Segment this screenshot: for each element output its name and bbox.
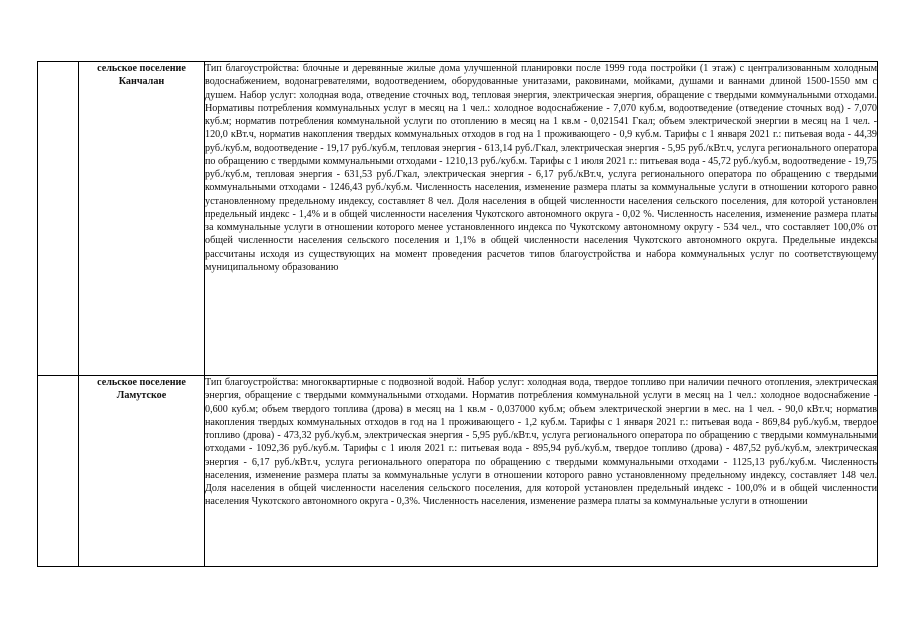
settlement-name-cell: сельское поселение Ламутское xyxy=(79,376,205,567)
table-row xyxy=(38,376,878,567)
table-row xyxy=(38,62,878,376)
description-cell xyxy=(205,376,878,567)
row-number-cell xyxy=(38,376,79,567)
description-cell: Тип благоустройства: блочные и деревянные жилые дома улучшенной планировки после 1999 года постройки (1 этаж) с централизованным холодным водоснабжением, водонагревателями, водоотведением, оборудованные унитазами, раковинами, мойками, душами и ваннами длиной 1500-1550 мм с душем. Набор услуг: холодная вода, отведение сточных вод, тепловая энергия, электрическая энергия, обращение с твердыми коммунальными отходами. Нормативы потребления коммунальных услуг в месяц на 1 чел.: холодное водоснабжение - 7,070 куб.м, водоотведение (отведение сточных вод) - 7,070 куб.м; норматив потребления коммунальной услуги по отоплению в месяц на 1 кв.м - 0,021541 Гкал; объем электрической энергии в месяц на 1 чел. - 120,0 кВт.ч, норматив накопления твердых коммунальных отходов в год на 1 проживающего - 0,9 куб.м. Тарифы с 1 января 2021 г.: питьевая вода - 44,39 руб./куб.м, водоотведение - 19,17 руб./куб.м, тепловая энергия - 613,14 руб./Гкал, электрическая энергия - 5,95 руб./кВт.ч, услуга регионального оператора по обращению с твердыми коммунальными отходами - 1210,13 руб./куб.м. Тарифы с 1 июля 2021 г.: питьевая вода - 45,72 руб./куб.м, водоотведение - 19,75 руб./куб.м, тепловая энергия - 631,53 руб./Гкал, электрическая энергия - 6,17 руб./кВт.ч, услуга регионального оператора по обращению с твердыми коммунальными отходами - 1246,43 руб./куб.м. Численность населения, изменение размера платы за коммунальные услуги в отношении которого равно установленному предельному индексу, составляет 8 чел. Доля населения в общей численности населения сельского поселения, для которой установлен предельный индекс - 1,4% и в общей численности населения Чукотского автономного округа - 0,02 %. Численность населения, изменение размера платы за коммунальные услуги в отношении которого менее установленного индекса по Чукотскому автономному округу - 534 чел., что составляет 100,0% от общей численности населения сельского поселения и 1,1% в общей численности населения Чукотского автономного округа. Предельные индексы рассчитаны исходя из существующих на момент проведения расчетов типов благоустройства и набора коммунальных услуг по соответствующему муниципальному образованию xyxy=(205,62,878,376)
description-text: Тип благоустройства: многоквартирные с подвозной водой. Набор услуг: холодная вода, твердое топливо при наличии печного отопления, электрическая энергия, обращение с твердыми коммунальными отходами. Норматив потребления коммунальной услуги в месяц на 1 чел.: холодное водоснабжение - 0,600 куб.м; объем твердого топлива (дрова) в месяц на 1 кв.м - 0,037000 куб.м; объем электрической энергии в мес. на 1 чел. - 90,0 кВт.ч; норматив накопления твердых коммунальных отходов в год на 1 проживающего - 1,2 куб.м. Тарифы с 1 января 2021 г.: питьевая вода - 869,84 руб./куб.м, твердое топливо (дрова) - 473,32 руб./куб.м, электрическая энергия - 5,95 руб./кВт.ч, услуга регионального оператора по обращению с твердыми коммунальными отходами - 1092,36 руб./куб.м. Тарифы с 1 июля 2021 г.: питьевая вода - 895,94 руб./куб.м, твердое топливо (дрова) - 487,52 руб./куб.м, электрическая энергия - 6,17 руб./кВт.ч, услуга регионального оператора по обращению с твердыми коммунальными отходами - 1125,13 руб./куб.м. Численность населения, изменение размера платы за коммунальные услуги в отношении которого равно установленному предельному индексу, составляет 148 чел. Доля населения в общей численности населения сельского поселения, для которой установлен предельный индекс - 100,0% и в общей численности населения Чукотского автономного округа - 0,3%. Численность населения, изменение размера платы за коммунальные услуги в отношении xyxy=(205,377,877,508)
settlements-table xyxy=(37,61,878,567)
row-number-cell xyxy=(38,62,79,376)
settlement-name-cell: сельское поселение Канчалан xyxy=(79,62,205,376)
